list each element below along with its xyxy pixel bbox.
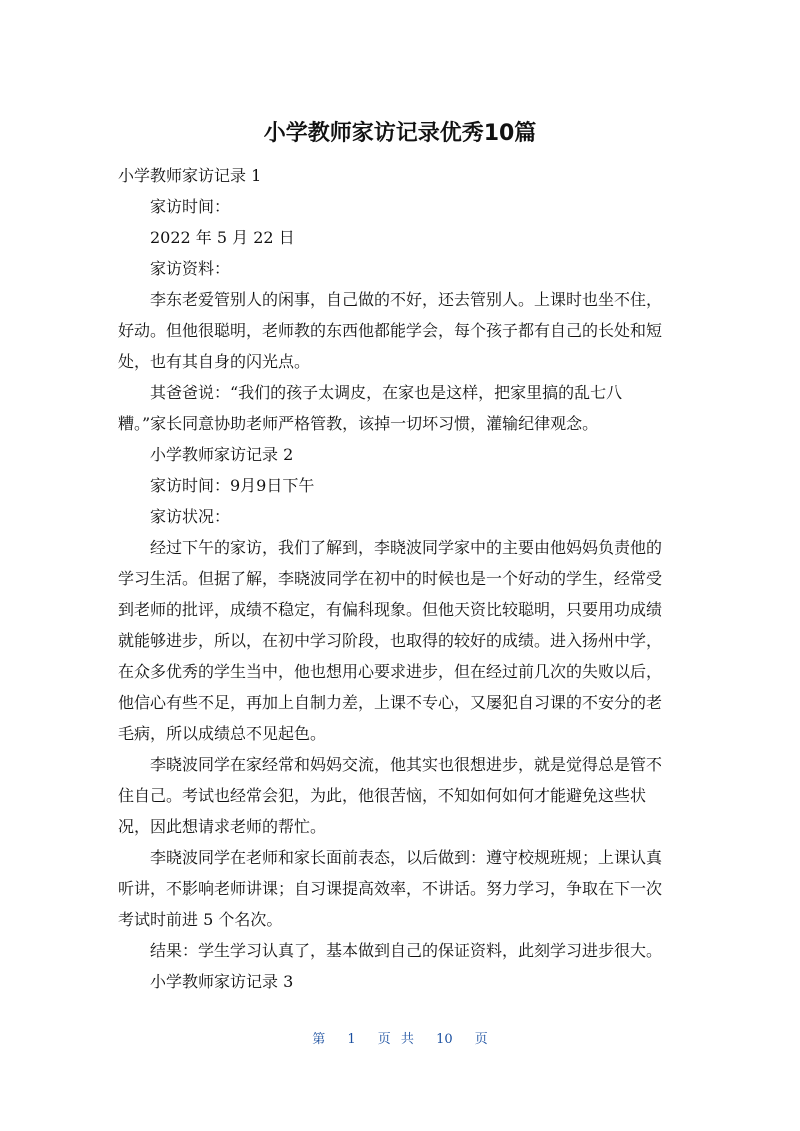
footer-total-pages: 10 (436, 1032, 453, 1047)
footer-word-page: 第 (312, 1032, 326, 1047)
paragraph: 李晓波同学在家经常和妈妈交流，他其实也很想进步，就是觉得总是管不住自己。考试也经常会犯，为此，他很苦恼，不知如何如何才能避免这些状况，因此想请求老师的帮忙。 (118, 755, 663, 836)
paragraph: 其爸爸说：“我们的孩子太调皮，在家也是这样，把家里搞的乱七八糟。”家长同意协助老师严格管教，该掉一切坏习惯，灌输纪律观念。 (118, 383, 623, 433)
paragraph: 经过下午的家访，我们了解到，李晓波同学家中的主要由他妈妈负责他的学习生活。但据了解，李晓波同学在初中的时候也是一个好动的学生，经常受到老师的批评，成绩不稳定，有偏科现象。但他天资比较聪明，只要用功成绩就能够进步，所以，在初中学习阶段，也取得的较好的成绩。进入扬州中学，在众多优秀的学生当中，他也想用心要求进步，但在经过前几次的失败以后，他信心有些不足，再加上自制力差，上课不专心，又屡犯自习课的不安分的老毛病，所以成绩总不见起色。 (118, 538, 663, 743)
paragraph: 家访时间： (150, 197, 231, 216)
section-heading: 小学教师家访记录 2 (150, 445, 294, 464)
document-body (118, 160, 666, 997)
footer-word-page-end: 页 (474, 1032, 488, 1047)
paragraph: 家访资料： (150, 259, 231, 278)
paragraph: 2022 年 5 月 22 日 (150, 228, 295, 247)
section-heading: 小学教师家访记录 3 (150, 972, 294, 991)
page-footer (0, 1030, 800, 1050)
footer-current-page: 1 (347, 1032, 356, 1047)
paragraph: 李东老爱管别人的闲事，自己做的不好，还去管别人。上课时也坐不住，好动。但他很聪明，老师教的东西他都能学会，每个孩子都有自己的长处和短处，也有其自身的闪光点。 (118, 290, 663, 371)
footer-word-page-total: 页 共 (377, 1032, 414, 1047)
paragraph: 家访时间：9月9日下午 (150, 476, 315, 495)
paragraph: 李晓波同学在老师和家长面前表态，以后做到：遵守校规班规；上课认真听讲，不影响老师讲课；自习课提高效率，不讲话。努力学习，争取在下一次考试时前进 5 个名次。 (118, 848, 663, 929)
page-title: 小学教师家访记录优秀10篇 (263, 121, 537, 146)
paragraph: 结果：学生学习认真了，基本做到自己的保证资料，此刻学习进步很大。 (150, 941, 663, 960)
paragraph: 家访状况： (150, 507, 231, 526)
section-heading: 小学教师家访记录 1 (118, 166, 262, 185)
